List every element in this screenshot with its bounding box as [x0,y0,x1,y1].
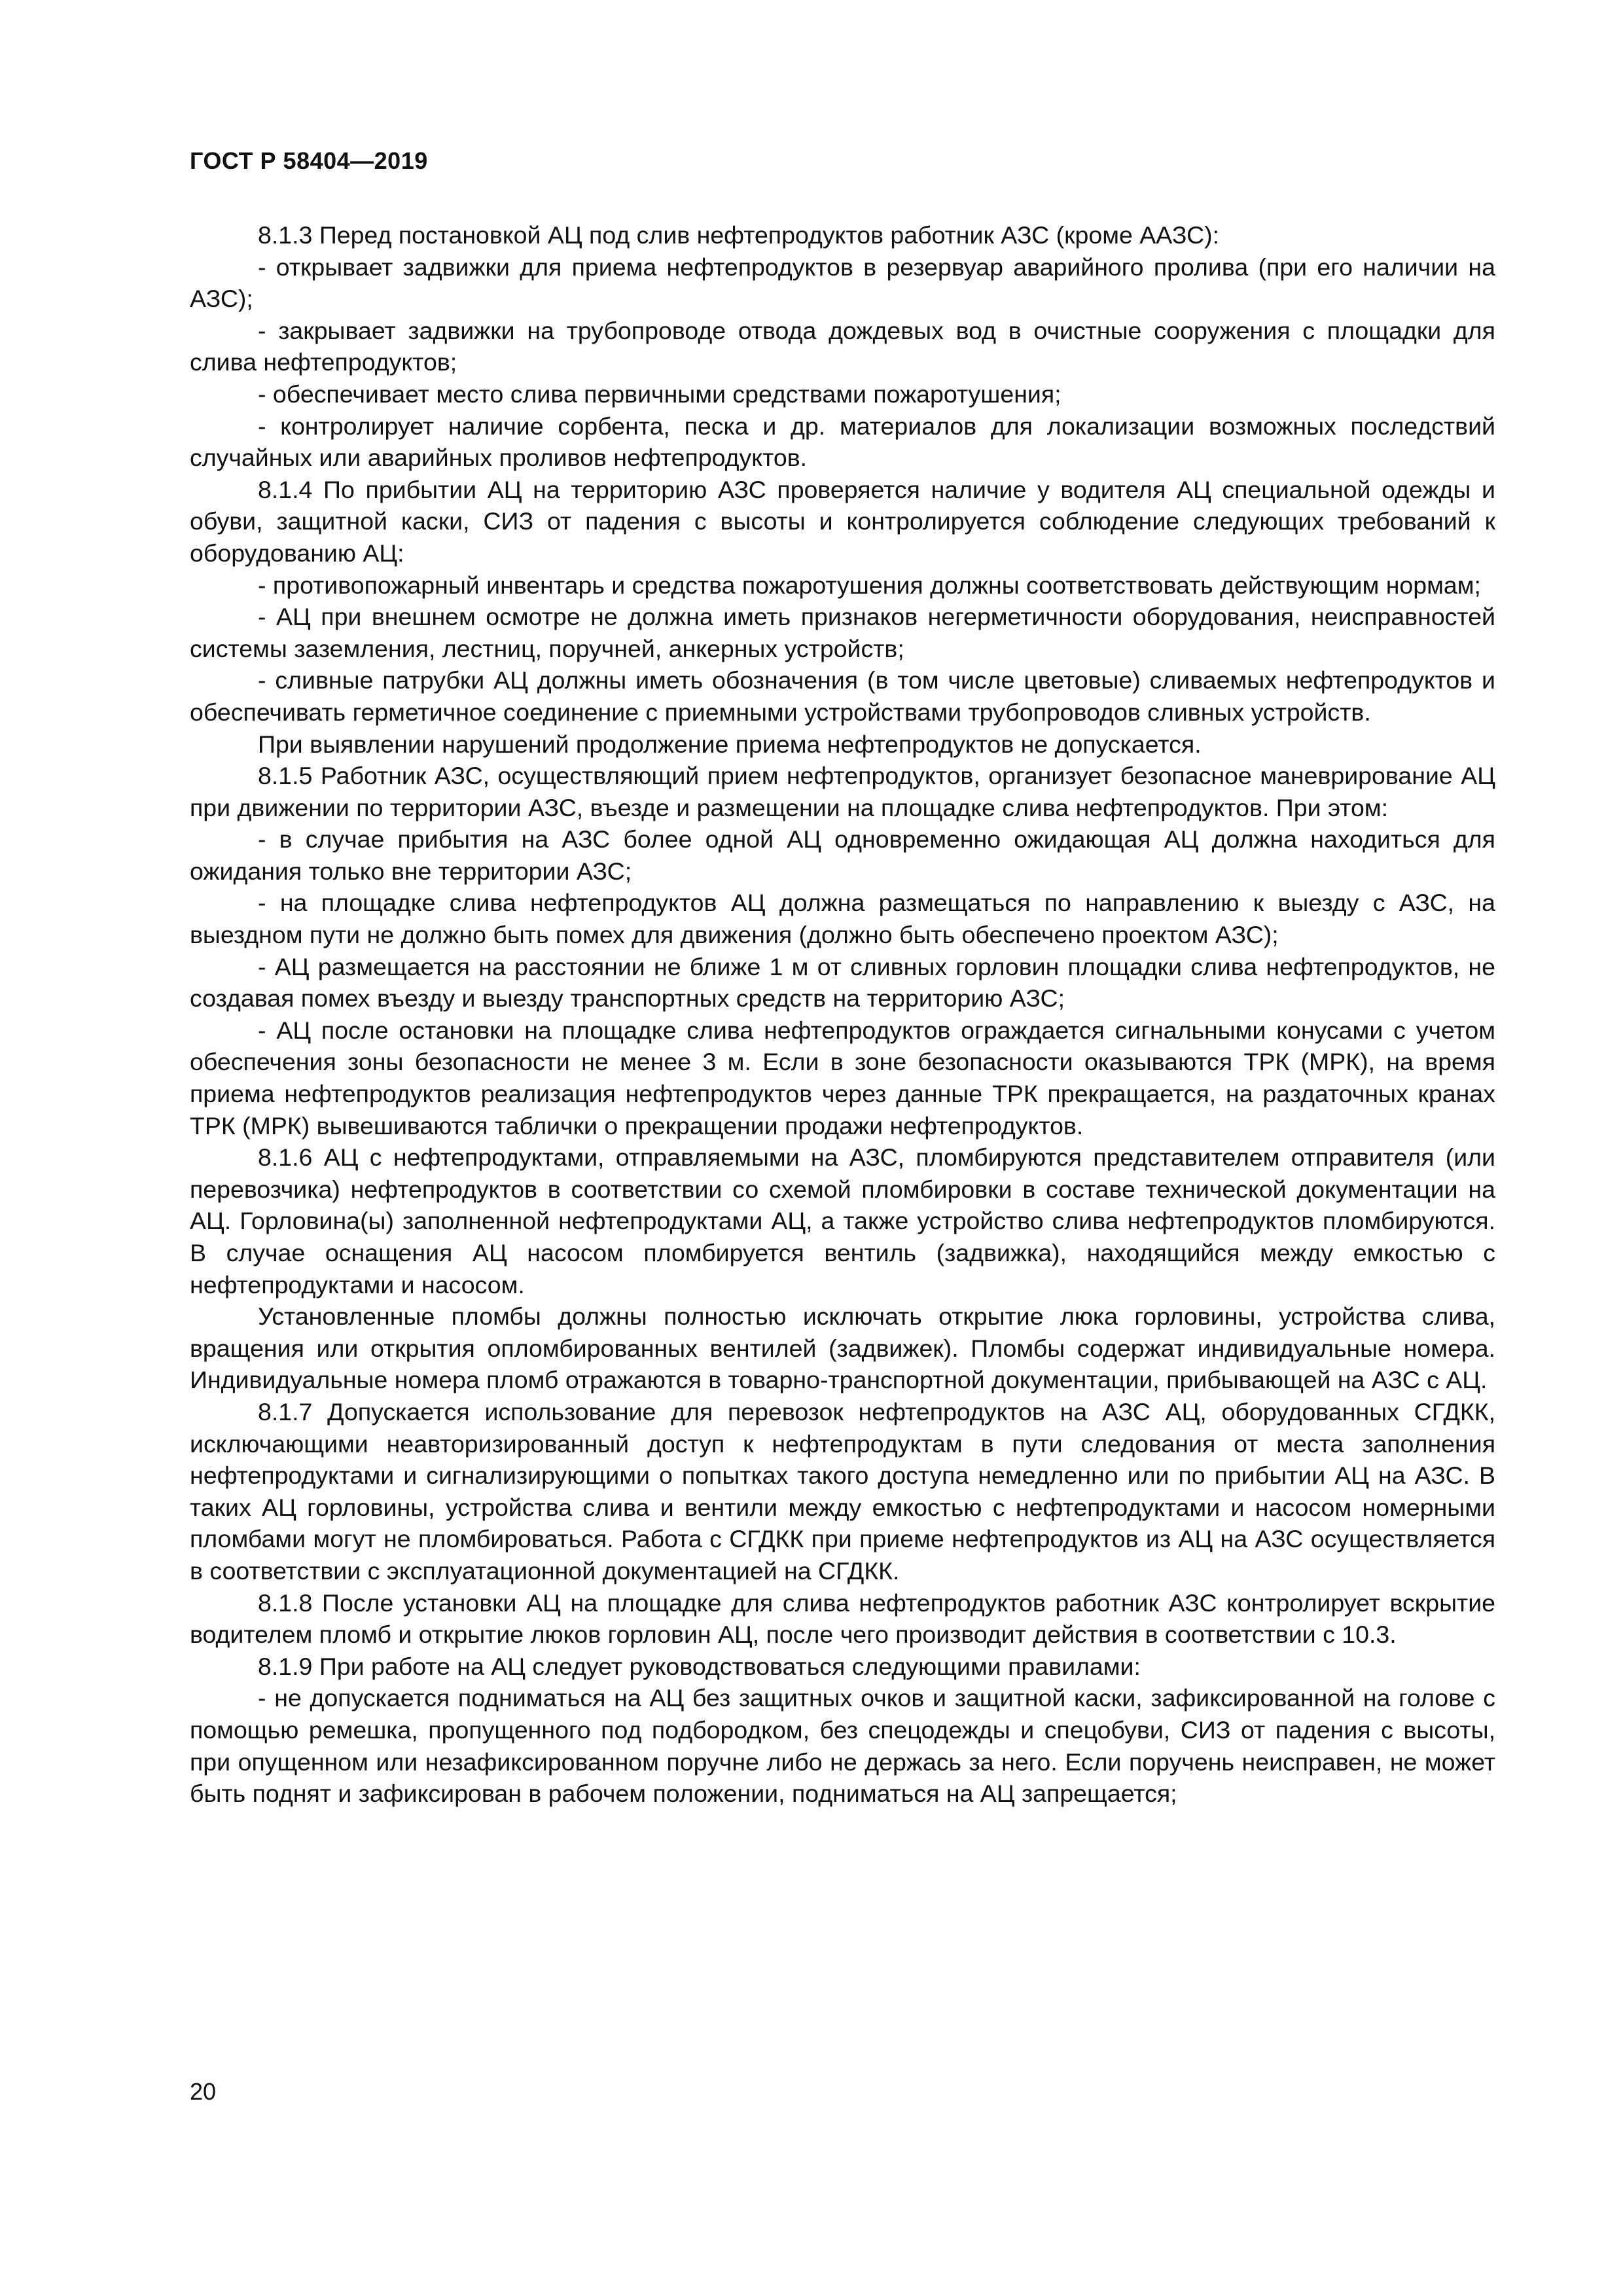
list-item: - противопожарный инвентарь и средства пожаротушения должны соответствовать действующим нормам; [258,571,1481,599]
list-item: - контролирует наличие сорбента, песка и др. материалов для локализации возможных последствий случайных или аварийных проливов нефтепродуктов. [190,412,1495,472]
list-item: - в случае прибытия на АЗС более одной АЦ одновременно ожидающая АЦ должна находиться для ожидания только вне территории АЗС; [190,825,1495,885]
document-code-header: ГОСТ Р 58404—2019 [190,147,428,174]
paragraph: Установленные пломбы должны полностью исключать открытие люка горловины, устройства слива, вращения или открытия опломбированных вентилей (задвижек). Пломбы содержат индивидуальные номера. Индивидуальные номера пломб отражаются в товарно-транспортной документации, прибывающей на АЗС с АЦ. [190,1302,1495,1394]
list-item: - сливные патрубки АЦ должны иметь обозначения (в том числе цветовые) сливаемых нефтепродуктов и обеспечивать герметичное соединение с приемными устройствами трубопроводов сливных устройств. [190,666,1495,726]
page-number: 20 [190,2078,217,2105]
paragraph-8-1-3: 8.1.3 Перед постановкой АЦ под слив нефтепродуктов работник АЗС (кроме ААЗС): [258,221,1220,249]
list-item: - АЦ после остановки на площадке слива нефтепродуктов ограждается сигнальными конусами с учетом обеспечения зоны безопасности не менее 3 м. Если в зоне безопасности оказываются ТРК (МРК), на время приема нефтепродуктов реализация нефтепродуктов через данные ТРК прекращается, на раздаточных кранах ТРК (МРК) вывешиваются таблички о прекращении продажи нефтепродуктов. [190,1016,1495,1139]
paragraph-8-1-8: 8.1.8 После установки АЦ на площадке для слива нефтепродуктов работник АЗС контролирует вскрытие водителем пломб и открытие люков горловин АЦ, после чего производит действия в соответствии с 10.3. [190,1588,1495,1649]
list-item: - на площадке слива нефтепродуктов АЦ должна размещаться по направлению к выезду с АЗС, на выездном пути не должно быть помех для движения (должно быть обеспечено проектом АЗС); [190,889,1495,949]
list-item: - АЦ размещается на расстоянии не ближе 1 м от сливных горловин площадки слива нефтепродуктов, не создавая помех въезду и выезду транспортных средств на территорию АЗС; [190,952,1495,1013]
list-item: - обеспечивает место слива первичными средствами пожаротушения; [258,380,1061,408]
list-item: - АЦ при внешнем осмотре не должна иметь признаков негерметичности оборудования, неисправностей системы заземления, лестниц, поручней, анкерных устройств; [190,603,1495,662]
paragraph-8-1-9: 8.1.9 При работе на АЦ следует руководствоваться следующими правилами: [258,1652,1141,1680]
list-item: - открывает задвижки для приема нефтепродуктов в резервуар аварийного пролива (при его наличии на АЗС); [190,253,1495,313]
list-item: - закрывает задвижки на трубопроводе отвода дождевых вод в очистные сооружения с площадки для слива нефтепродуктов; [190,316,1495,376]
paragraph: При выявлении нарушений продолжение приема нефтепродуктов не допускается. [258,730,1202,758]
paragraph-8-1-6: 8.1.6 АЦ с нефтепродуктами, отправляемыми на АЗС, пломбируются представителем отправителя (или перевозчика) нефтепродуктов в соответствии со схемой пломбировки в составе технической документации на АЦ. Горловина(ы) заполненной нефтепродуктами АЦ, а также устройство слива нефтепродуктов пломбируются. В случае оснащения АЦ насосом пломбируется вентиль (задвижка), находящийся между емкостью с нефтепродуктами и насосом. [190,1143,1495,1299]
paragraph-8-1-5: 8.1.5 Работник АЗС, осуществляющий прием нефтепродуктов, организует безопасное маневрирование АЦ при движении по территории АЗС, въезде и размещении на площадке слива нефтепродуктов. При этом: [190,762,1495,821]
paragraph-8-1-7: 8.1.7 Допускается использование для перевозок нефтепродуктов на АЗС АЦ, оборудованных СГДКК, исключающими неавторизированный доступ к нефтепродуктам в пути следования от места заполнения нефтепродуктами и сигнализирующими о попытках такого доступа немедленно или по прибытии АЦ на АЗС. В таких АЦ горловины, устройства слива и вентили между емкостью с нефтепродуктами и насосом номерными пломбами могут не пломбироваться. Работа с СГДКК при приеме нефтепродуктов из АЦ на АЗС осуществляется в соответствии с эксплуатационной документацией на СГДКК. [190,1397,1495,1585]
paragraph-8-1-4: 8.1.4 По прибытии АЦ на территорию АЗС проверяется наличие у водителя АЦ специальной одежды и обуви, защитной каски, СИЗ от падения с высоты и контролируется соблюдение следующих требований к оборудованию АЦ: [190,475,1495,567]
document-body [190,219,1495,1810]
list-item: - не допускается подниматься на АЦ без защитных очков и защитной каски, зафиксированной на голове с помощью ремешка, пропущенного под подбородком, без спецодежды и спецобуви, СИЗ от падения с высоты, при опущенном или незафиксированном поручне либо не держась за него. Если поручень неисправен, не может быть поднят и зафиксирован в рабочем положении, подниматься на АЦ запрещается; [190,1684,1495,1808]
